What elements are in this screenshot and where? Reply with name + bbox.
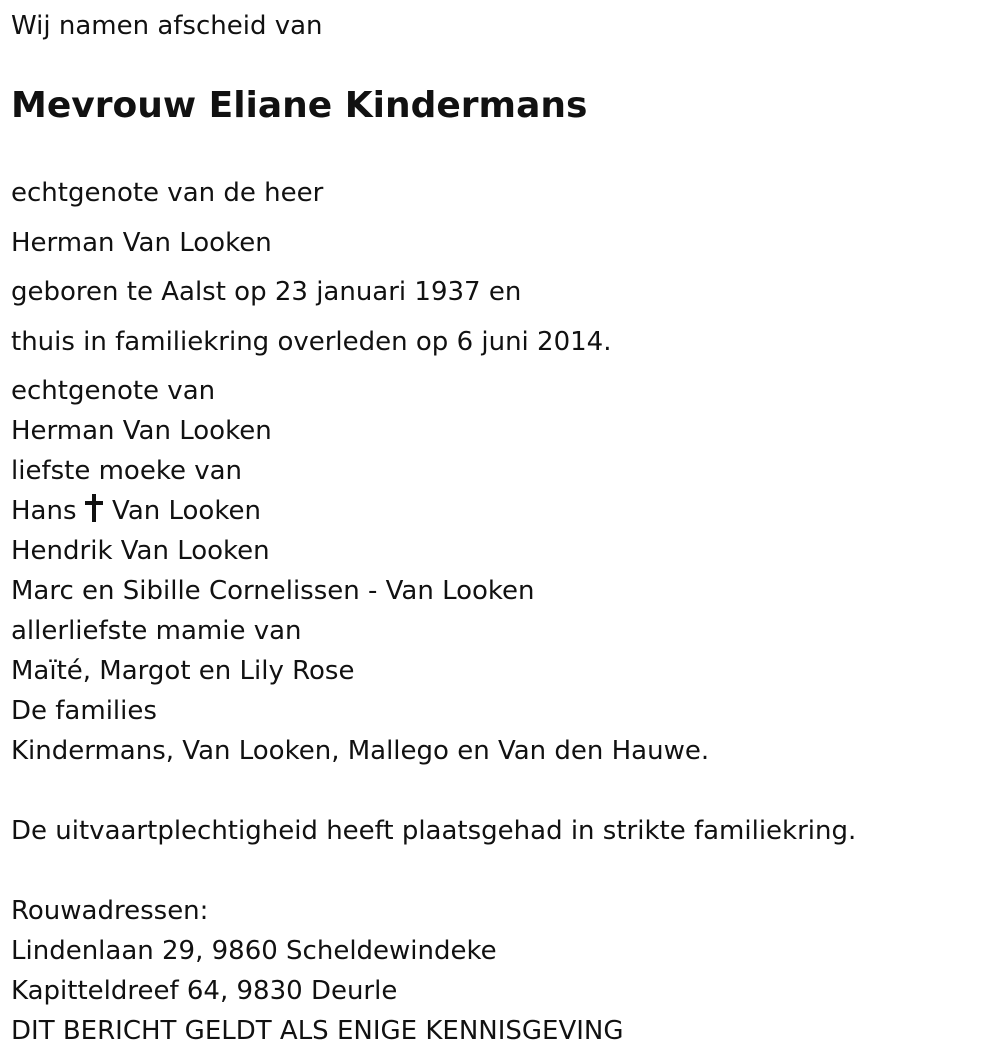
detail-line: thuis in familiekring overleden op 6 juni 2014. <box>11 327 612 358</box>
families-names: Kindermans, Van Looken, Mallego en Van den Hauwe. <box>11 736 710 766</box>
child-line: Marc en Sibille Cornelissen - Van Looken <box>11 576 535 606</box>
spouse-name: Herman Van Looken <box>11 416 272 446</box>
families-label: De families <box>11 696 157 726</box>
spouse-label: echtgenote van <box>11 376 216 406</box>
grandchildren-label: allerliefste mamie van <box>11 616 302 646</box>
detail-line: Herman Van Looken <box>11 227 272 258</box>
cross-icon <box>85 494 103 522</box>
grandchildren-names: Maïté, Margot en Lily Rose <box>11 656 355 686</box>
ceremony-text: De uitvaartplechtigheid heeft plaatsgehad in strikte familiekring. <box>11 816 857 846</box>
notice-text: DIT BERICHT GELDT ALS ENIGE KENNISGEVING <box>11 1016 624 1046</box>
child-first-name: Hans <box>11 496 77 526</box>
child-line: Hendrik Van Looken <box>11 536 270 566</box>
detail-line: geboren te Aalst op 23 januari 1937 en <box>11 277 522 308</box>
intro-text: Wij namen afscheid van <box>11 11 323 41</box>
children-label: liefste moeke van <box>11 456 243 486</box>
child-line <box>11 491 856 531</box>
spacer <box>11 851 856 891</box>
address-line: Kapitteldreef 64, 9830 Deurle <box>11 976 398 1006</box>
details-block <box>11 173 611 372</box>
address-line: Lindenlaan 29, 9860 Scheldewindeke <box>11 936 497 966</box>
addresses-label: Rouwadressen: <box>11 896 209 926</box>
deceased-name: Mevrouw Eliane Kindermans <box>11 85 588 126</box>
child-last-name: Van Looken <box>112 496 261 526</box>
spacer <box>11 771 856 811</box>
family-block <box>11 371 856 1051</box>
detail-line: echtgenote van de heer <box>11 178 324 208</box>
